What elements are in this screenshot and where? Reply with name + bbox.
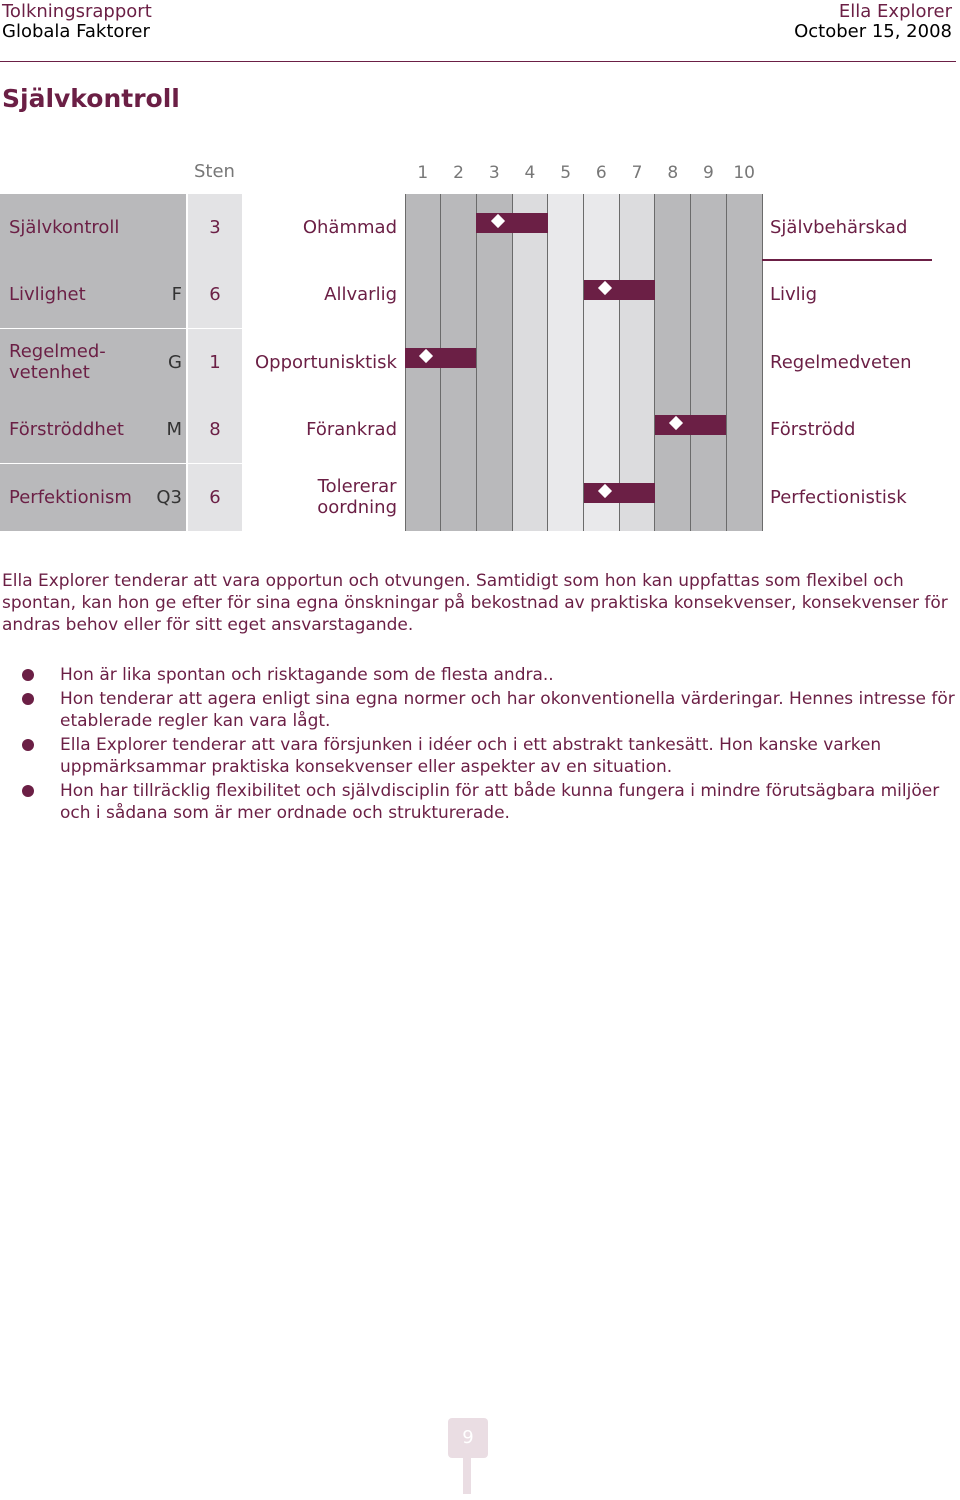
summary-row-separator — [762, 259, 932, 261]
factor-code: F — [171, 284, 182, 306]
profile-row — [0, 396, 960, 463]
person-name: Ella Explorer — [838, 1, 952, 22]
sten-diamond-icon — [598, 281, 612, 295]
factor-name: Perfektionism — [9, 486, 132, 508]
sten-score: 6 — [209, 486, 221, 508]
bullet-text: Hon har tillräcklig flexibilitet och självdisciplin för att både kunna fungera i mindre förutsägbara miljöer och i sådana som är mer ordnade och strukturerade. — [60, 781, 940, 823]
bullet-dot-icon — [22, 693, 34, 705]
high-pole-label: Perfectionistisk — [770, 486, 907, 508]
scale-number: 9 — [703, 163, 714, 183]
factor-name-cell — [0, 396, 186, 463]
high-pole-cell — [762, 396, 960, 463]
factor-code: Q3 — [156, 486, 182, 508]
bullet-item — [0, 780, 957, 824]
low-pole-label: Allvarlig — [324, 284, 397, 306]
factor-name-cell — [0, 329, 186, 396]
low-pole-label: Opportunisktisk — [255, 351, 397, 373]
bullet-dot-icon — [22, 739, 34, 751]
sten-marker — [584, 483, 655, 503]
header-rule — [0, 61, 956, 62]
sten-cell — [188, 464, 242, 531]
bullet-item — [0, 688, 957, 732]
bullet-dot-icon — [22, 785, 34, 797]
factor-code: G — [168, 351, 182, 373]
low-pole-cell — [245, 194, 397, 261]
factor-name-cell — [0, 261, 186, 328]
low-pole-cell — [245, 464, 397, 531]
sten-marker — [476, 213, 547, 233]
report-title: Tolkningsrapport — [2, 1, 152, 22]
report-subtitle: Globala Faktorer — [2, 21, 150, 42]
high-pole-cell — [762, 464, 960, 531]
scale-number: 2 — [453, 163, 464, 183]
low-pole-cell — [245, 261, 397, 328]
sten-score: 3 — [209, 217, 221, 238]
high-pole-label: Regelmedveten — [770, 351, 912, 373]
bullet-text: Hon är lika spontan och risktagande som de flesta andra.. — [60, 665, 554, 685]
sten-score: 1 — [209, 351, 221, 373]
report-header-right — [794, 2, 952, 42]
high-pole-cell — [762, 261, 960, 328]
profile-chart — [0, 150, 960, 540]
factor-name: Livlighet — [9, 284, 86, 306]
bullet-item — [0, 664, 957, 686]
sten-diamond-icon — [419, 349, 433, 363]
bullet-text: Ella Explorer tenderar att vara försjunken i idéer och i ett abstrakt tankesätt. Hon kanske varken uppmärksammar praktiska konsekvenser eller aspekter av en situation. — [60, 735, 882, 777]
high-pole-label: Självbehärskad — [770, 217, 908, 238]
factor-code: M — [166, 419, 182, 441]
bullet-list — [0, 664, 957, 826]
report-date: October 15, 2008 — [794, 21, 952, 42]
sten-cell — [188, 329, 242, 396]
high-pole-cell — [762, 329, 960, 396]
sten-diamond-icon — [491, 214, 505, 228]
summary-text: Ella Explorer tenderar att vara opportun och otvungen. Samtidigt som hon kan uppfattas som flexibel och spontan, kan hon ge efter för sina egna önskningar på bekostnad av praktiska konsekvenser, konsekvenser för andras behov eller för sitt eget ansvarstagande. — [2, 571, 948, 635]
report-header-left — [2, 2, 152, 42]
sten-diamond-icon — [598, 484, 612, 498]
sten-cell — [188, 261, 242, 328]
scale-number: 4 — [524, 163, 536, 183]
scale-number: 7 — [631, 163, 643, 183]
sten-cell — [188, 396, 242, 463]
bullet-text: Hon tenderar att agera enligt sina egna normer och har okonventionella värderingar. Hennes intresse för etablerade regler kan vara lågt. — [60, 689, 955, 731]
low-pole-cell — [245, 396, 397, 463]
sten-marker — [655, 415, 726, 435]
profile-row — [0, 261, 960, 328]
scale-number: 3 — [488, 163, 500, 183]
factor-name: Regelmed- vetenhet — [9, 341, 106, 384]
sten-score: 8 — [209, 419, 221, 441]
factor-name-cell — [0, 194, 186, 261]
scale-number: 5 — [560, 163, 572, 183]
page-number-badge — [448, 1418, 488, 1458]
sten-header: Sten — [194, 161, 235, 182]
scale-number: 1 — [417, 163, 429, 183]
factor-name: Självkontroll — [9, 217, 120, 238]
sten-marker — [405, 348, 476, 368]
high-pole-label: Livlig — [770, 284, 818, 306]
sten-cell — [188, 194, 242, 261]
factor-name-cell — [0, 464, 186, 531]
sten-diamond-icon — [669, 416, 683, 430]
profile-row — [0, 194, 960, 261]
sten-score: 6 — [209, 284, 221, 306]
low-pole-label: Tolererar oordning — [317, 476, 397, 519]
bullet-dot-icon — [22, 669, 34, 681]
low-pole-label: Förankrad — [306, 419, 397, 441]
low-pole-label: Ohämmad — [302, 217, 397, 238]
scale-number: 10 — [733, 163, 755, 183]
page-number: 9 — [462, 1427, 474, 1448]
low-pole-cell — [245, 329, 397, 396]
high-pole-cell — [762, 194, 960, 261]
page-number-stem — [463, 1458, 471, 1494]
bullet-item — [0, 734, 957, 778]
scale-number: 6 — [595, 163, 607, 183]
sten-marker — [584, 280, 655, 300]
high-pole-label: Förströdd — [770, 419, 856, 441]
profile-row — [0, 329, 960, 396]
section-title: Självkontroll — [2, 84, 180, 113]
factor-name: Förströddhet — [9, 419, 124, 441]
profile-row — [0, 464, 960, 531]
scale-number: 8 — [667, 163, 679, 183]
